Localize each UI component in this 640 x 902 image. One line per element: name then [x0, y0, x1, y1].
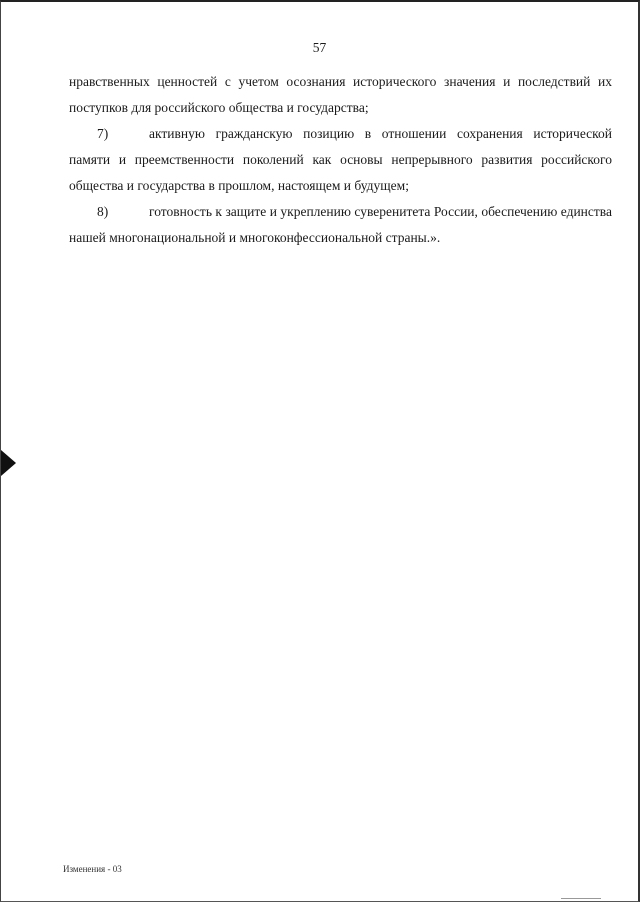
list-item-7	[69, 121, 612, 199]
list-item-text: активную гражданскую позицию в отношении сохранения исторической памяти и преемственности поколений как основы непрерывного развития российского общества и государства в прошлом, настоящем и будущем;	[69, 126, 612, 193]
page-number: 57	[312, 40, 327, 55]
list-item-8	[69, 199, 612, 251]
scan-marker-icon	[1, 450, 16, 476]
list-item-text: готовность к защите и укреплению суверенитета России, обеспечению единства нашей многонациональной и многоконфессиональной страны.».	[69, 204, 612, 245]
list-item-number: 7)	[97, 126, 109, 141]
footer-revision-note: Изменения - 03	[63, 864, 122, 874]
list-item-number: 8)	[97, 204, 109, 219]
paragraph-text: нравственных ценностей с учетом осознания исторического значения и последствий их поступков для российского общества и государства;	[69, 74, 612, 115]
paragraph-continuation	[69, 69, 612, 121]
scan-artifact-line	[561, 898, 601, 899]
document-body	[69, 69, 612, 251]
